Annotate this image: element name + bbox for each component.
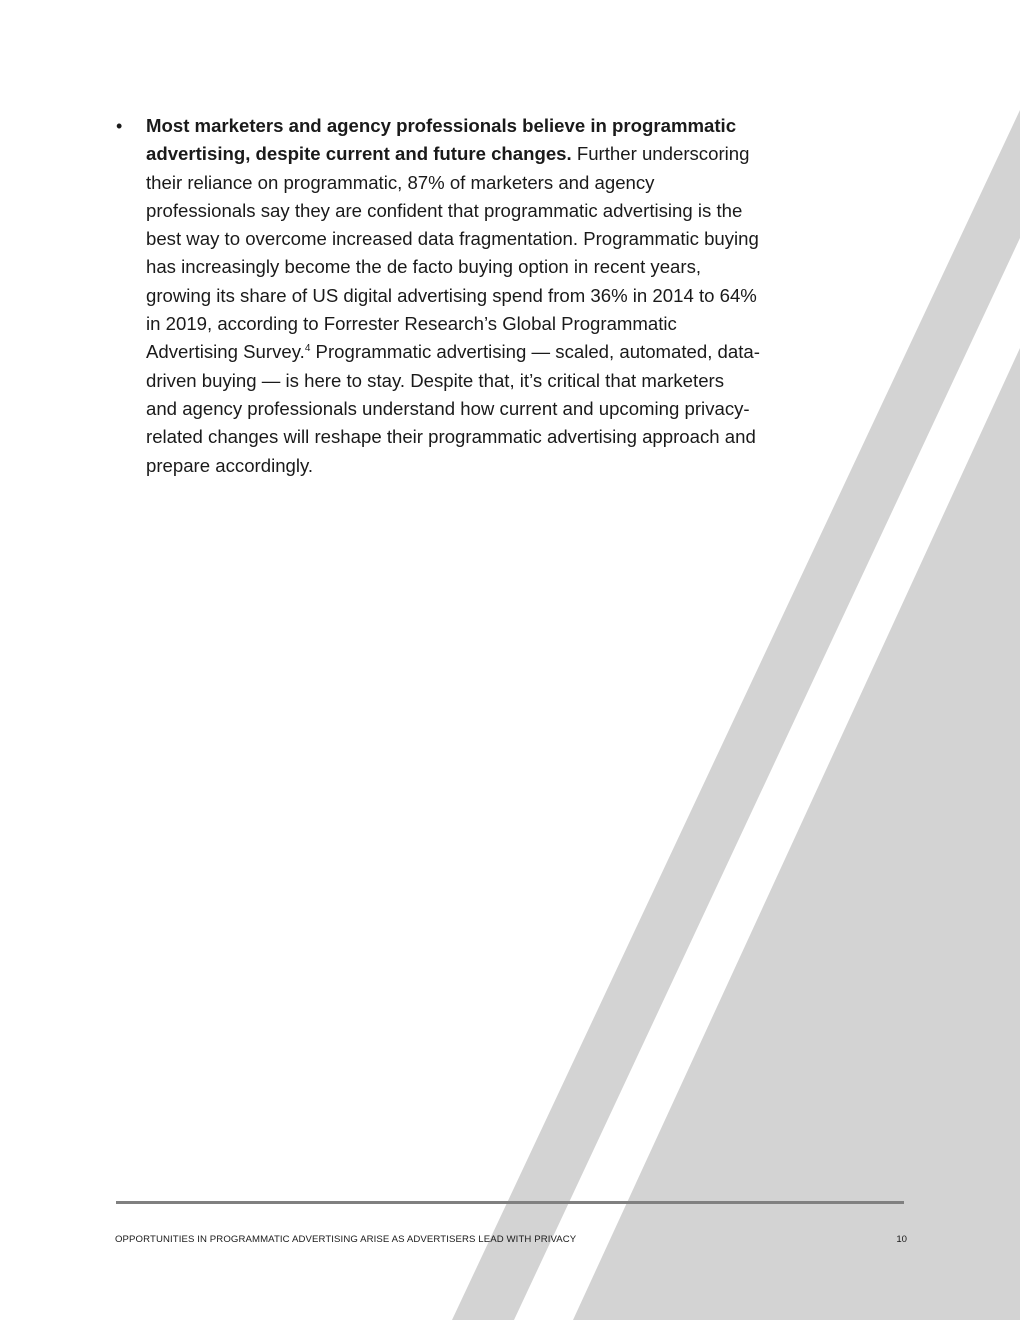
- footer-document-title: OPPORTUNITIES IN PROGRAMMATIC ADVERTISING ARISE AS ADVERTISERS LEAD WITH PRIVACY: [115, 1234, 577, 1245]
- footnote-reference[interactable]: 4: [304, 343, 311, 355]
- page-number: 10: [896, 1234, 907, 1245]
- bullet-list-item: [110, 112, 760, 480]
- bullet-body-part-1: Further underscoring their reliance on programmatic, 87% of marketers and agency professionals say they are confident that programmatic advertising is the best way to overcome increased data fragmentation. Programmatic buying has increasingly become the de facto buying option in recent years, growing its share of US digital advertising spend from 36% in 2014 to 64% in 2019, according to Forrester Research’s Global Programmatic Advertising Survey.: [146, 143, 759, 363]
- bullet-body-text: [146, 143, 760, 475]
- bullet-lead-text: Most marketers and agency professionals believe in programmatic advertising, despite current and future changes.: [146, 115, 737, 165]
- main-content: [110, 112, 760, 480]
- diagonal-stripe-right: [573, 348, 1020, 1320]
- footer-divider: [116, 1201, 904, 1204]
- bullet-body-part-2: Programmatic advertising — scaled, automated, data-driven buying — is here to stay. Despite that, it’s critical that marketers and agency professionals understand how current and upcoming privacy-related changes will reshape their programmatic advertising approach and prepare accordingly.: [146, 341, 760, 476]
- bullet-marker: •: [116, 116, 123, 136]
